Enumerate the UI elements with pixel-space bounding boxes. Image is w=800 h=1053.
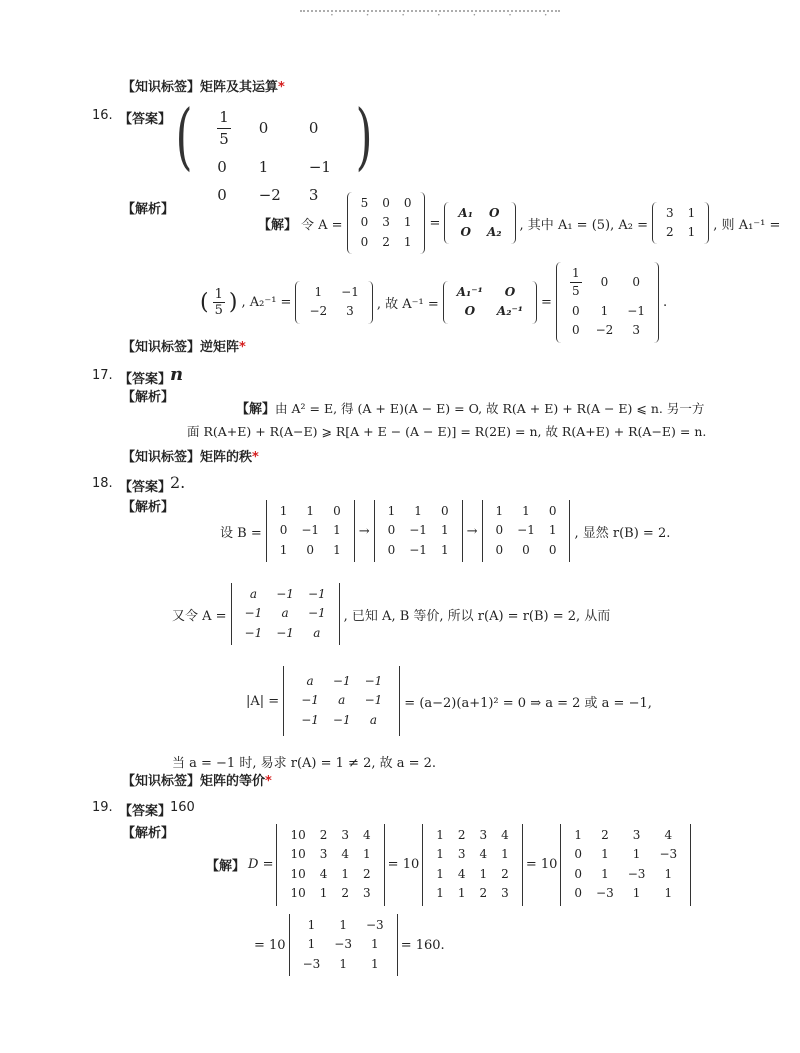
matrix-cell: −3 [302, 956, 321, 971]
q19-det-d4 [289, 914, 398, 976]
matrix-cell: 4 [363, 828, 371, 842]
matrix-cell: $\frac{1}{5}$ [219, 107, 229, 149]
matrix-cell: −2 [258, 185, 281, 204]
matrix-cell: 1 [363, 847, 371, 862]
matrix-cell: 0 [548, 504, 557, 518]
matrix-cell: −1 [308, 158, 331, 176]
matrix-cell: 3 [666, 205, 674, 220]
matrix-cell: 10 [290, 886, 306, 901]
matrix-cell: 1 [387, 504, 396, 518]
matrix-cell: 0 [382, 196, 390, 210]
matrix-cell: 10 [290, 866, 306, 881]
question-16-number: 16. [92, 108, 113, 123]
q19-eq-10: = 10 [525, 857, 558, 873]
matrix-cell: 2 [319, 828, 328, 842]
matrix-cell: 1 [601, 866, 609, 881]
matrix-cell: 0 [333, 504, 341, 518]
matrix-cell: 0 [360, 234, 369, 249]
q18-set-b: 设 B = [220, 525, 262, 541]
matrix-cell: 3 [382, 215, 390, 230]
matrix-cell: 1 [333, 542, 341, 557]
matrix-cell: 0 [217, 185, 227, 204]
matrix-cell: 2 [457, 828, 466, 842]
matrix-cell: 0 [217, 158, 227, 176]
matrix-cell: 1 [440, 542, 449, 557]
matrix-cell: a [369, 712, 378, 727]
matrix-cell: 1 [341, 866, 350, 881]
matrix-cell: 1 [307, 918, 316, 932]
matrix-cell: 3 [319, 847, 328, 862]
q16-analysis-label: 【解析】 [122, 202, 175, 217]
matrix-cell: 0 [522, 542, 530, 557]
matrix-cell: A₂⁻¹ [496, 304, 524, 319]
matrix-cell: 1 [339, 918, 347, 932]
q16-answer-label: 【答案】 [119, 112, 172, 127]
matrix-cell: 1 [279, 542, 288, 557]
matrix-cell: 1 [436, 886, 444, 901]
q16-matrix-a2-inverse [295, 281, 372, 324]
q18-matrix-b [266, 500, 355, 562]
matrix-cell: 0 [574, 866, 583, 881]
matrix-cell: 3 [632, 828, 641, 842]
matrix-cell: 0 [632, 275, 640, 290]
matrix-cell: 1 [436, 847, 444, 862]
q18-analysis-label: 【解析】 [122, 500, 175, 515]
q16-block-inverse [443, 281, 537, 324]
matrix-cell: −1 [409, 542, 427, 557]
matrix-cell: 5 [360, 196, 369, 210]
knowledge-tag-equivalence: 【知识标签】矩阵的等价* [122, 774, 272, 789]
matrix-cell: 1 [319, 886, 328, 901]
matrix-cell: 1 [279, 504, 288, 518]
q18-answer-label: 【答案】 [119, 480, 172, 495]
matrix-cell: 3 [308, 185, 319, 204]
matrix-cell: 1 [495, 504, 504, 518]
matrix-cell: 0 [306, 542, 315, 557]
matrix-cell: 3 [363, 886, 371, 901]
matrix-cell: 1 [479, 866, 488, 881]
q16-let-a: 令 A = [301, 217, 343, 233]
q17-solution-line2: 面 R(A+E) + R(A−E) ⩾ R[A + E − (A − E)] = R(2E) = n, 故 R(A+E) + R(A−E) = n. [187, 424, 707, 439]
matrix-cell: 0 [279, 523, 288, 538]
matrix-cell: 2 [666, 225, 674, 240]
q19-eq-10: = 10 [254, 937, 286, 953]
matrix-cell: −3 [627, 866, 646, 881]
matrix-cell: 1 [371, 937, 379, 952]
matrix-cell: 1 [436, 828, 444, 842]
matrix-cell: 0 [574, 847, 583, 862]
matrix-cell: 1 [414, 504, 422, 518]
matrix-cell: 1 [333, 523, 341, 538]
q19-answer-label: 【答案】 [119, 804, 172, 819]
matrix-cell: −1 [341, 284, 359, 299]
q19-det-d3 [560, 824, 691, 906]
q18-answer: 2. [170, 473, 186, 492]
matrix-cell: −1 [244, 606, 263, 621]
q19-d-eq: D = [248, 857, 274, 873]
q19-det-d1 [276, 824, 384, 906]
q16-so-text: , 故 A⁻¹ = [376, 296, 439, 312]
matrix-cell: 1 [258, 158, 269, 176]
arrow-icon: → [466, 523, 478, 539]
q18-let-a-line [172, 583, 610, 645]
jie-label: 【解】 [206, 859, 246, 875]
q16-answer-matrix: ( $\frac{1}{5}$ 0 0 0 1 −1 0 −2 3 ) [170, 100, 378, 210]
q19-eq-10: = 10 [387, 857, 420, 873]
matrix-cell: −2 [309, 304, 328, 319]
matrix-cell: 3 [341, 828, 350, 842]
matrix-cell: 1 [440, 523, 449, 538]
matrix-cell: 1 [403, 234, 412, 249]
matrix-cell: −1 [301, 712, 319, 727]
matrix-cell: −3 [365, 918, 384, 932]
q17-analysis-label: 【解析】 [122, 390, 175, 405]
matrix-cell: O [460, 225, 471, 240]
q18-row-reduction [220, 500, 670, 562]
matrix-cell: −1 [307, 587, 326, 601]
matrix-cell: 1 [601, 847, 609, 862]
q16-matrix-a [347, 192, 426, 254]
matrix-cell: a [281, 606, 289, 621]
q18-conclusion: 当 a = −1 时, 易求 r(A) = 1 ≠ 2, 故 a = 2. [172, 756, 437, 771]
matrix-cell: −2 [595, 323, 614, 338]
equals: = [429, 215, 441, 231]
matrix-cell: 1 [574, 828, 583, 842]
matrix-cell: −1 [276, 587, 294, 601]
question-18-number: 18. [92, 476, 113, 491]
matrix-cell: 10 [290, 828, 306, 842]
matrix-cell: 1 [687, 225, 696, 240]
matrix-cell: a [313, 625, 321, 640]
matrix-cell: −1 [307, 606, 326, 621]
q18-matrix-step2 [374, 500, 463, 562]
matrix-cell: O [464, 304, 476, 319]
matrix-cell: 2 [479, 886, 488, 901]
matrix-cell: 1 [306, 504, 315, 518]
matrix-cell: 2 [601, 828, 609, 842]
jie-label: 【解】 [258, 217, 298, 233]
matrix-cell: A₁ [458, 205, 473, 220]
knowledge-tag-rank: 【知识标签】矩阵的秩* [122, 450, 259, 465]
q16-where-text: , 其中 A₁ = (5), A₂ = [519, 217, 649, 233]
matrix-cell: −1 [517, 523, 535, 538]
matrix-cell: 1 [632, 886, 641, 901]
matrix-cell: 0 [360, 215, 369, 230]
knowledge-tag-matrix-ops: 【知识标签】矩阵及其运算* [122, 80, 285, 95]
matrix-cell: 2 [363, 866, 371, 881]
matrix-cell: 1 [314, 284, 323, 299]
q19-analysis-label: 【解析】 [122, 826, 175, 841]
matrix-cell: 4 [479, 847, 488, 862]
matrix-cell: 1 [687, 205, 696, 220]
q19-final-result: = 160. [400, 937, 445, 953]
q16-solution-line1 [258, 192, 780, 254]
matrix-cell: 0 [548, 542, 557, 557]
q18-determinant-line [246, 666, 652, 736]
matrix-cell: −1 [409, 523, 427, 538]
knowledge-tag-inverse: 【知识标签】逆矩阵* [122, 340, 246, 355]
matrix-cell: 0 [308, 118, 319, 137]
matrix-cell: 2 [382, 234, 390, 249]
matrix-cell: 1 [371, 956, 379, 971]
q18-det-a: |A| = [246, 693, 280, 709]
matrix-cell: 1 [664, 886, 673, 901]
q18-obvious-text: , 显然 r(B) = 2. [574, 525, 671, 541]
matrix-cell: 4 [501, 828, 509, 842]
matrix-cell: 1 [457, 886, 466, 901]
matrix-cell: A₂ [486, 225, 502, 240]
matrix-cell: −1 [364, 693, 383, 708]
matrix-cell: 10 [290, 847, 306, 862]
matrix-cell: 0 [571, 323, 580, 338]
q18-det-result: = (a−2)(a+1)² = 0 ⇒ a = 2 或 a = −1, [404, 695, 652, 711]
q17-answer-label: 【答案】 [119, 372, 172, 387]
matrix-cell: 3 [501, 886, 509, 901]
q18-let-a: 又令 A = [172, 608, 227, 624]
matrix-cell: O [489, 205, 500, 220]
q18-matrix-a [231, 583, 340, 645]
arrow-icon: → [358, 523, 370, 539]
matrix-cell: −1 [364, 674, 383, 688]
q17-solution-line1 [236, 398, 704, 417]
q19-answer: 160 [170, 800, 195, 815]
q18-matrix-step3 [482, 500, 571, 562]
jie-label: 【解】 [236, 402, 276, 417]
matrix-cell: 4 [319, 866, 328, 881]
matrix-cell: −1 [332, 712, 351, 727]
matrix-cell: a [306, 674, 314, 688]
matrix-cell: −1 [276, 625, 294, 640]
matrix-cell: −1 [332, 674, 351, 688]
matrix-cell: 0 [600, 275, 609, 290]
equals: = [541, 294, 552, 310]
q18-determinant [283, 666, 400, 736]
matrix-cell: 0 [495, 542, 504, 557]
matrix-cell: 4 [341, 847, 350, 862]
header-fragment: · · · · · · · [330, 8, 562, 22]
matrix-cell: 1 [339, 956, 347, 971]
matrix-cell: −1 [301, 523, 320, 538]
q16-matrix-a2 [652, 202, 709, 245]
matrix-cell: 1 [522, 504, 530, 518]
q19-det-d2 [422, 824, 523, 906]
matrix-cell: −3 [596, 886, 614, 901]
matrix-cell: 0 [403, 196, 412, 210]
q16-then-text: , 则 A₁⁻¹ = [713, 217, 781, 233]
matrix-cell: 1 [307, 937, 316, 952]
matrix-cell: 0 [258, 118, 269, 137]
q16-fraction: $\frac{1}{5}$ [214, 286, 223, 318]
matrix-cell: 0 [571, 303, 580, 318]
matrix-cell: 1 [501, 847, 509, 862]
matrix-cell: 3 [632, 323, 640, 338]
matrix-cell: 1 [632, 847, 641, 862]
period: . [663, 294, 668, 310]
q19-solution-line2 [254, 914, 445, 976]
matrix-cell: −1 [244, 625, 263, 640]
matrix-cell: a [338, 693, 346, 708]
q16-block-matrix [444, 202, 515, 245]
q16-solution-line2: ( $\frac{1}{5}$ ) , A₂⁻¹ = 1 −1 −2 3 , 故 A⁻¹ = A₁⁻¹ O O A₂⁻¹ = $\frac{1}{5}$ 0 0 0 1 −1 0 −2 3 . [200, 262, 667, 343]
matrix-cell: 1 [664, 866, 673, 881]
matrix-cell: O [504, 284, 516, 299]
q19-solution-line1 [206, 824, 691, 906]
matrix-cell: −3 [334, 937, 352, 952]
q16-a2-inverse-text: , A₂⁻¹ = [241, 294, 292, 310]
matrix-cell: 0 [440, 504, 449, 518]
matrix-cell: −3 [659, 847, 678, 862]
matrix-cell: $\frac{1}{5}$ [571, 266, 580, 299]
matrix-cell: a [249, 587, 257, 601]
matrix-cell: 2 [501, 866, 509, 881]
matrix-cell: 3 [346, 304, 354, 319]
matrix-cell: 4 [664, 828, 673, 842]
matrix-cell: 0 [495, 523, 504, 538]
matrix-cell: 1 [403, 215, 412, 230]
question-19-number: 19. [92, 800, 113, 815]
matrix-cell: 3 [479, 828, 488, 842]
matrix-cell: A₁⁻¹ [456, 284, 483, 299]
matrix-cell: 0 [387, 523, 396, 538]
matrix-cell: 1 [600, 303, 609, 318]
q18-known-text: , 已知 A, B 等价, 所以 r(A) = r(B) = 2, 从而 [343, 608, 611, 624]
matrix-cell: 3 [457, 847, 466, 862]
question-17-number: 17. [92, 368, 113, 383]
matrix-cell: 1 [548, 523, 557, 538]
q16-result-matrix [556, 262, 659, 343]
matrix-cell: 1 [436, 866, 444, 881]
matrix-cell: 2 [341, 886, 350, 901]
q17-answer: n [170, 364, 184, 385]
matrix-cell: −1 [301, 693, 319, 708]
matrix-cell: 0 [574, 886, 583, 901]
matrix-cell: 4 [457, 866, 466, 881]
matrix-cell: 0 [387, 542, 396, 557]
q17-line1-text: 由 A² = E, 得 (A + E)(A − E) = O, 故 R(A + E) + R(A − E) ⩽ n. 另一方 [275, 401, 705, 416]
matrix-cell: −1 [627, 303, 645, 318]
